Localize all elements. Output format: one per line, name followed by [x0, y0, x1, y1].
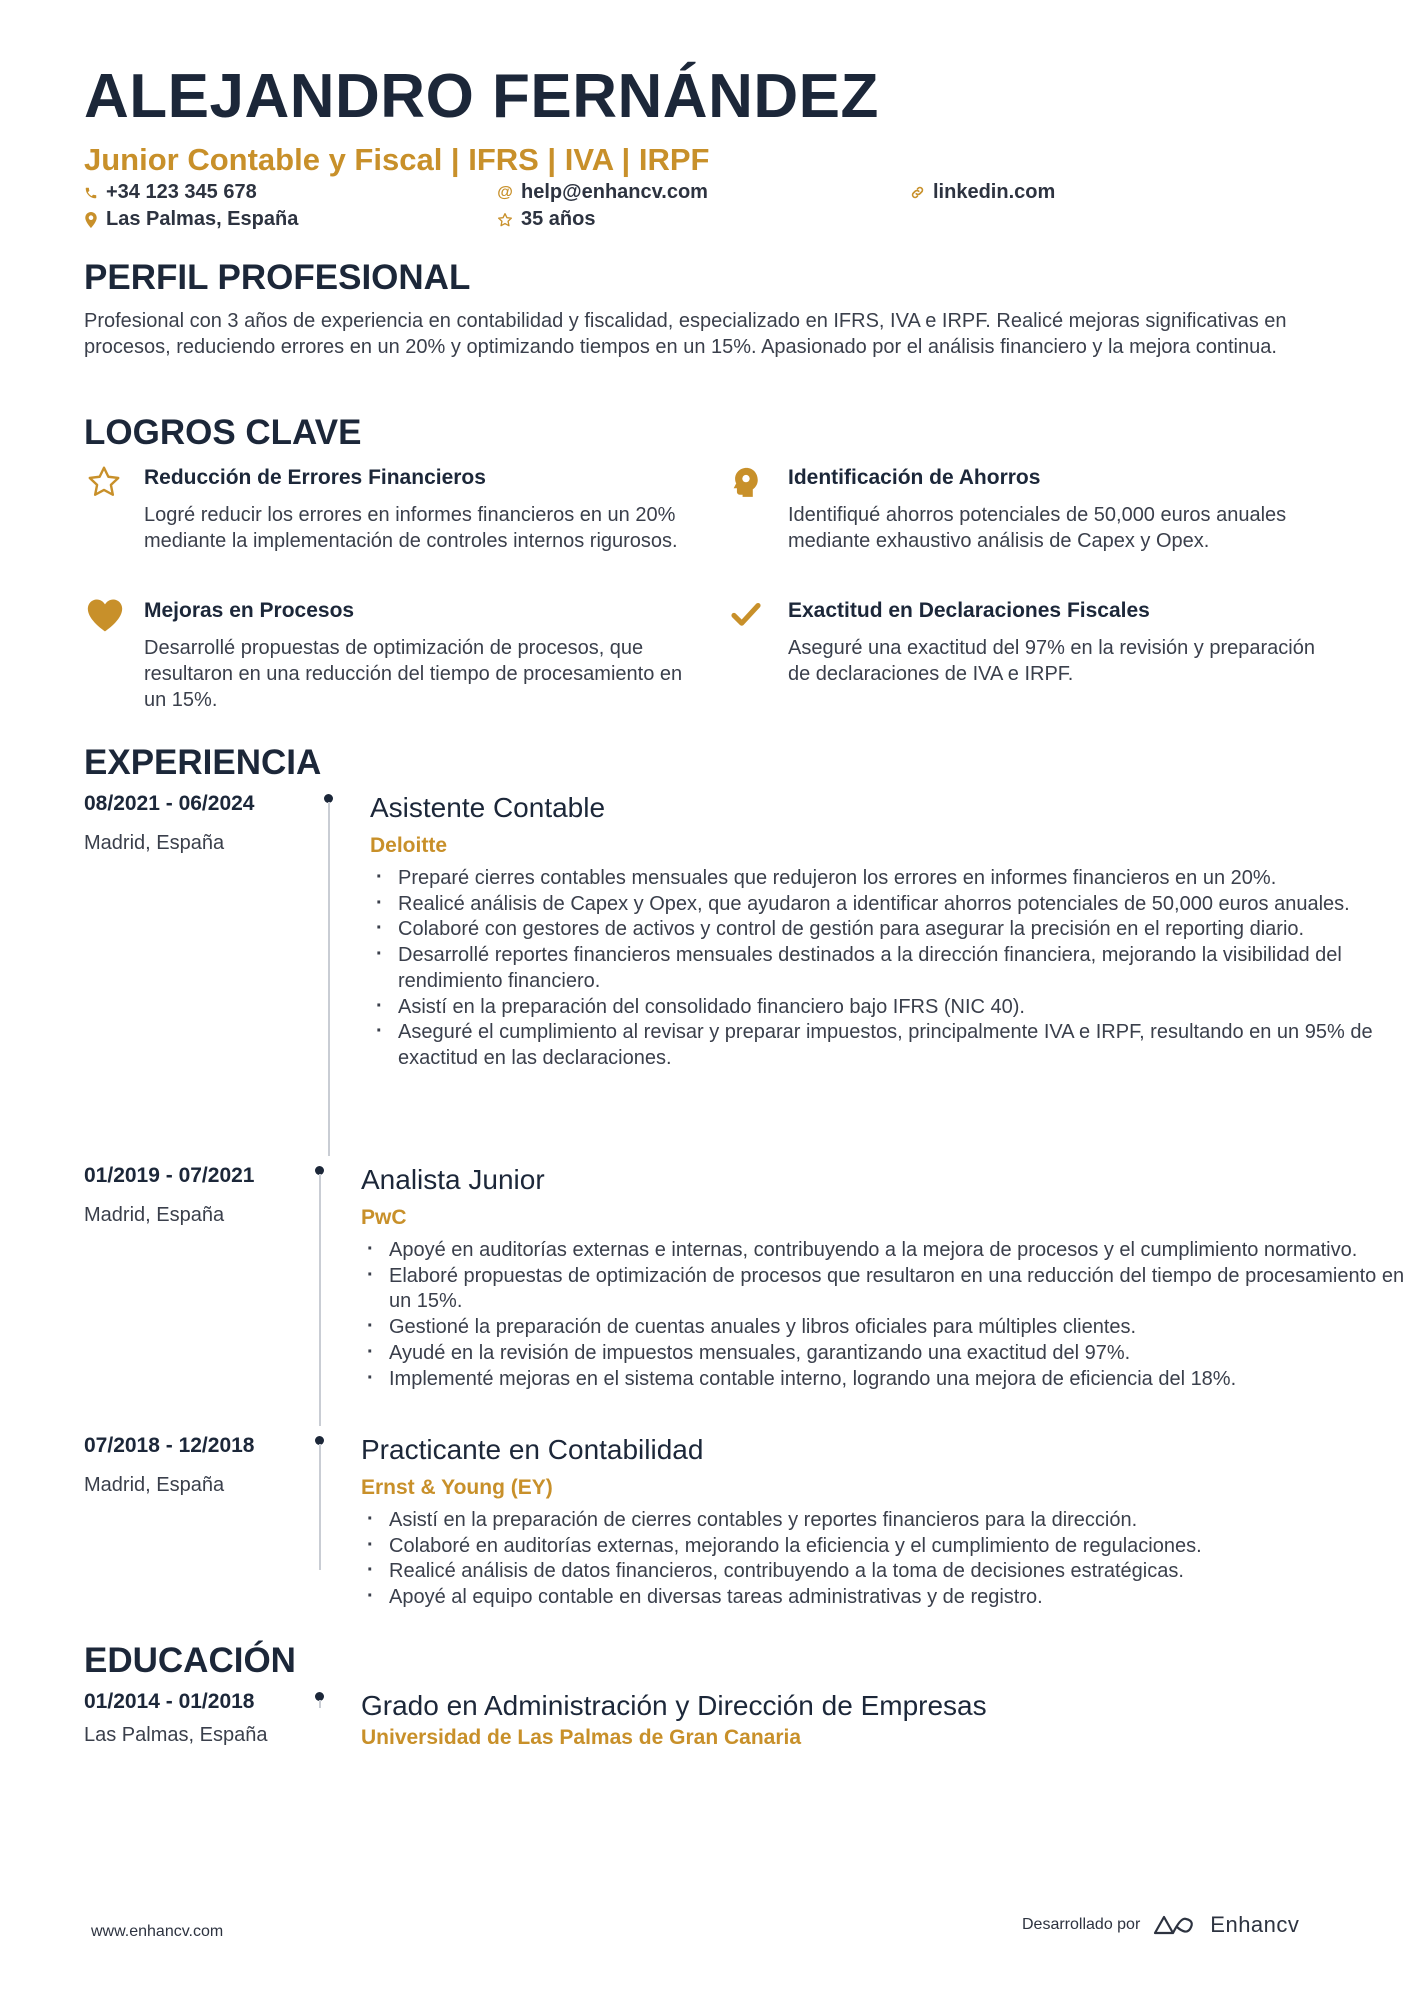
star-outline-icon	[497, 212, 513, 228]
timeline-line	[328, 802, 330, 1156]
contact-location	[84, 208, 298, 231]
job-location: Madrid, España	[84, 1474, 225, 1496]
list-item: · Elaboré propuestas de optimización de procesos que resultaron en una reducción del tiempo de procesamiento en un 15%.	[361, 1264, 1410, 1315]
job-bullets	[361, 1508, 1410, 1611]
heart-icon	[84, 597, 128, 633]
contact-email[interactable]	[497, 181, 708, 204]
achievement-desc: Desarrollé propuestas de optimización de procesos, que resultaron en una reducción del tiempo de procesamiento en un 15%.	[144, 637, 683, 711]
job-role: Asistente Contable	[370, 792, 606, 823]
list-item: · Gestioné la preparación de cuentas anuales y libros oficiales para múltiples clientes.	[361, 1315, 1410, 1341]
education-dates: 01/2014 - 01/2018	[84, 1690, 255, 1713]
list-item: · Colaboré con gestores de activos y control de gestión para asegurar la precisión en el reporting diario.	[370, 917, 1410, 943]
location-pin-icon	[84, 212, 98, 228]
list-item: · Realicé análisis de datos financieros, contribuyendo a la toma de decisiones estratégicas.	[361, 1559, 1410, 1585]
phone-text: +34 123 345 678	[106, 181, 257, 203]
link-icon	[910, 185, 925, 200]
list-item: · Aseguré el cumplimiento al revisar y preparar impuestos, principalmente IVA e IRPF, resultando en un 95% de exactitud en las declaraciones.	[370, 1020, 1410, 1071]
experience-heading: EXPERIENCIA	[84, 743, 322, 782]
timeline-line	[319, 1174, 321, 1426]
contact-linkedin[interactable]	[910, 181, 1055, 204]
profile-summary: Profesional con 3 años de experiencia en contabilidad y fiscalidad, especializado en IFRS, IVA e IRPF. Realicé mejoras significativas en procesos, reduciendo errores en un 20% y optimizando tiempos en un 15%. Apasionado por el análisis financiero y la mejora continua.	[84, 310, 1287, 358]
contact-age	[497, 208, 595, 231]
enhancv-brand: Enhancv	[1210, 1912, 1300, 1937]
star-icon	[84, 464, 128, 500]
job-dates: 01/2019 - 07/2021	[84, 1164, 255, 1187]
education-degree: Grado en Administración y Dirección de Empresas	[361, 1690, 987, 1721]
education-heading: EDUCACIÓN	[84, 1641, 296, 1680]
head-brain-icon	[728, 464, 772, 500]
experience-entry	[84, 1164, 1405, 1429]
powered-by-text: Desarrollado por	[1022, 1916, 1141, 1933]
check-icon	[728, 597, 772, 633]
job-dates: 07/2018 - 12/2018	[84, 1434, 255, 1457]
achievements-heading: LOGROS CLAVE	[84, 413, 362, 452]
list-item: · Asistí en la preparación de cierres contables y reportes financieros para la dirección.	[361, 1508, 1410, 1534]
experience-entry	[84, 792, 1373, 1162]
list-item: · Apoyé en auditorías externas e internas, contribuyendo a la mejora de procesos y el cumplimiento normativo.	[361, 1238, 1410, 1264]
location-text: Las Palmas, España	[106, 208, 299, 230]
footer-branding	[1022, 1912, 1299, 1938]
age-text: 35 años	[521, 208, 596, 230]
candidate-name: ALEJANDRO FERNÁNDEZ	[84, 62, 879, 131]
job-bullets	[361, 1238, 1410, 1392]
footer-website[interactable]: www.enhancv.com	[91, 1923, 224, 1940]
achievement-desc: Aseguré una exactitud del 97% en la revisión y preparación de declaraciones de IVA e IRPF.	[788, 637, 1315, 685]
achievement-title: Mejoras en Procesos	[144, 599, 355, 622]
job-company: Deloitte	[370, 834, 448, 857]
education-location: Las Palmas, España	[84, 1724, 268, 1746]
list-item: · Implementé mejoras en el sistema contable interno, logrando una mejora de eficiencia del 18%.	[361, 1367, 1410, 1393]
phone-icon	[84, 186, 98, 200]
job-location: Madrid, España	[84, 832, 225, 854]
job-dates: 08/2021 - 06/2024	[84, 792, 255, 815]
experience-entry	[84, 1434, 1344, 1624]
achievement-desc: Logré reducir los errores en informes financieros en un 20% mediante la implementación de controles internos rigurosos.	[144, 504, 678, 552]
achievement-title: Reducción de Errores Financieros	[144, 466, 486, 489]
email-text[interactable]: help@enhancv.com	[521, 181, 708, 203]
education-school: Universidad de Las Palmas de Gran Canaria	[361, 1726, 802, 1749]
timeline-line	[319, 1444, 321, 1570]
timeline-line	[319, 1700, 321, 1708]
job-location: Madrid, España	[84, 1204, 225, 1226]
list-item: · Asistí en la preparación del consolidado financiero bajo IFRS (NIC 40).	[370, 995, 1410, 1021]
job-bullets	[370, 866, 1410, 1072]
education-entry	[84, 1690, 1344, 1770]
job-role: Analista Junior	[361, 1164, 545, 1195]
list-item: · Realicé análisis de Capex y Opex, que ayudaron a identificar ahorros potenciales de 50,000 euros anuales.	[370, 892, 1410, 918]
list-item: · Apoyé al equipo contable en diversas tareas administrativas y de registro.	[361, 1585, 1410, 1611]
list-item: · Colaboré en auditorías externas, mejorando la eficiencia y el cumplimiento de regulaciones.	[361, 1534, 1410, 1560]
list-item: · Preparé cierres contables mensuales que redujeron los errores en informes financieros en un 20%.	[370, 866, 1410, 892]
contact-phone	[84, 181, 257, 204]
job-company: Ernst & Young (EY)	[361, 1476, 553, 1499]
profile-heading: PERFIL PROFESIONAL	[84, 258, 471, 297]
achievement-title: Identificación de Ahorros	[788, 466, 1041, 489]
achievement-title: Exactitud en Declaraciones Fiscales	[788, 599, 1150, 622]
list-item: · Ayudé en la revisión de impuestos mensuales, garantizando una exactitud del 97%.	[361, 1341, 1410, 1367]
list-item: · Desarrollé reportes financieros mensuales destinados a la dirección financiera, mejorando la visibilidad del rendimiento financiero.	[370, 943, 1410, 994]
linkedin-text[interactable]: linkedin.com	[933, 181, 1056, 203]
job-role: Practicante en Contabilidad	[361, 1434, 704, 1465]
at-icon: @	[497, 183, 513, 201]
achievement-desc: Identifiqué ahorros potenciales de 50,000 euros anuales mediante exhaustivo análisis de Capex y Opex.	[788, 504, 1287, 552]
enhancv-logo-icon	[1152, 1913, 1198, 1937]
candidate-title: Junior Contable y Fiscal | IFRS | IVA | IRPF	[84, 142, 710, 177]
job-company: PwC	[361, 1206, 407, 1229]
